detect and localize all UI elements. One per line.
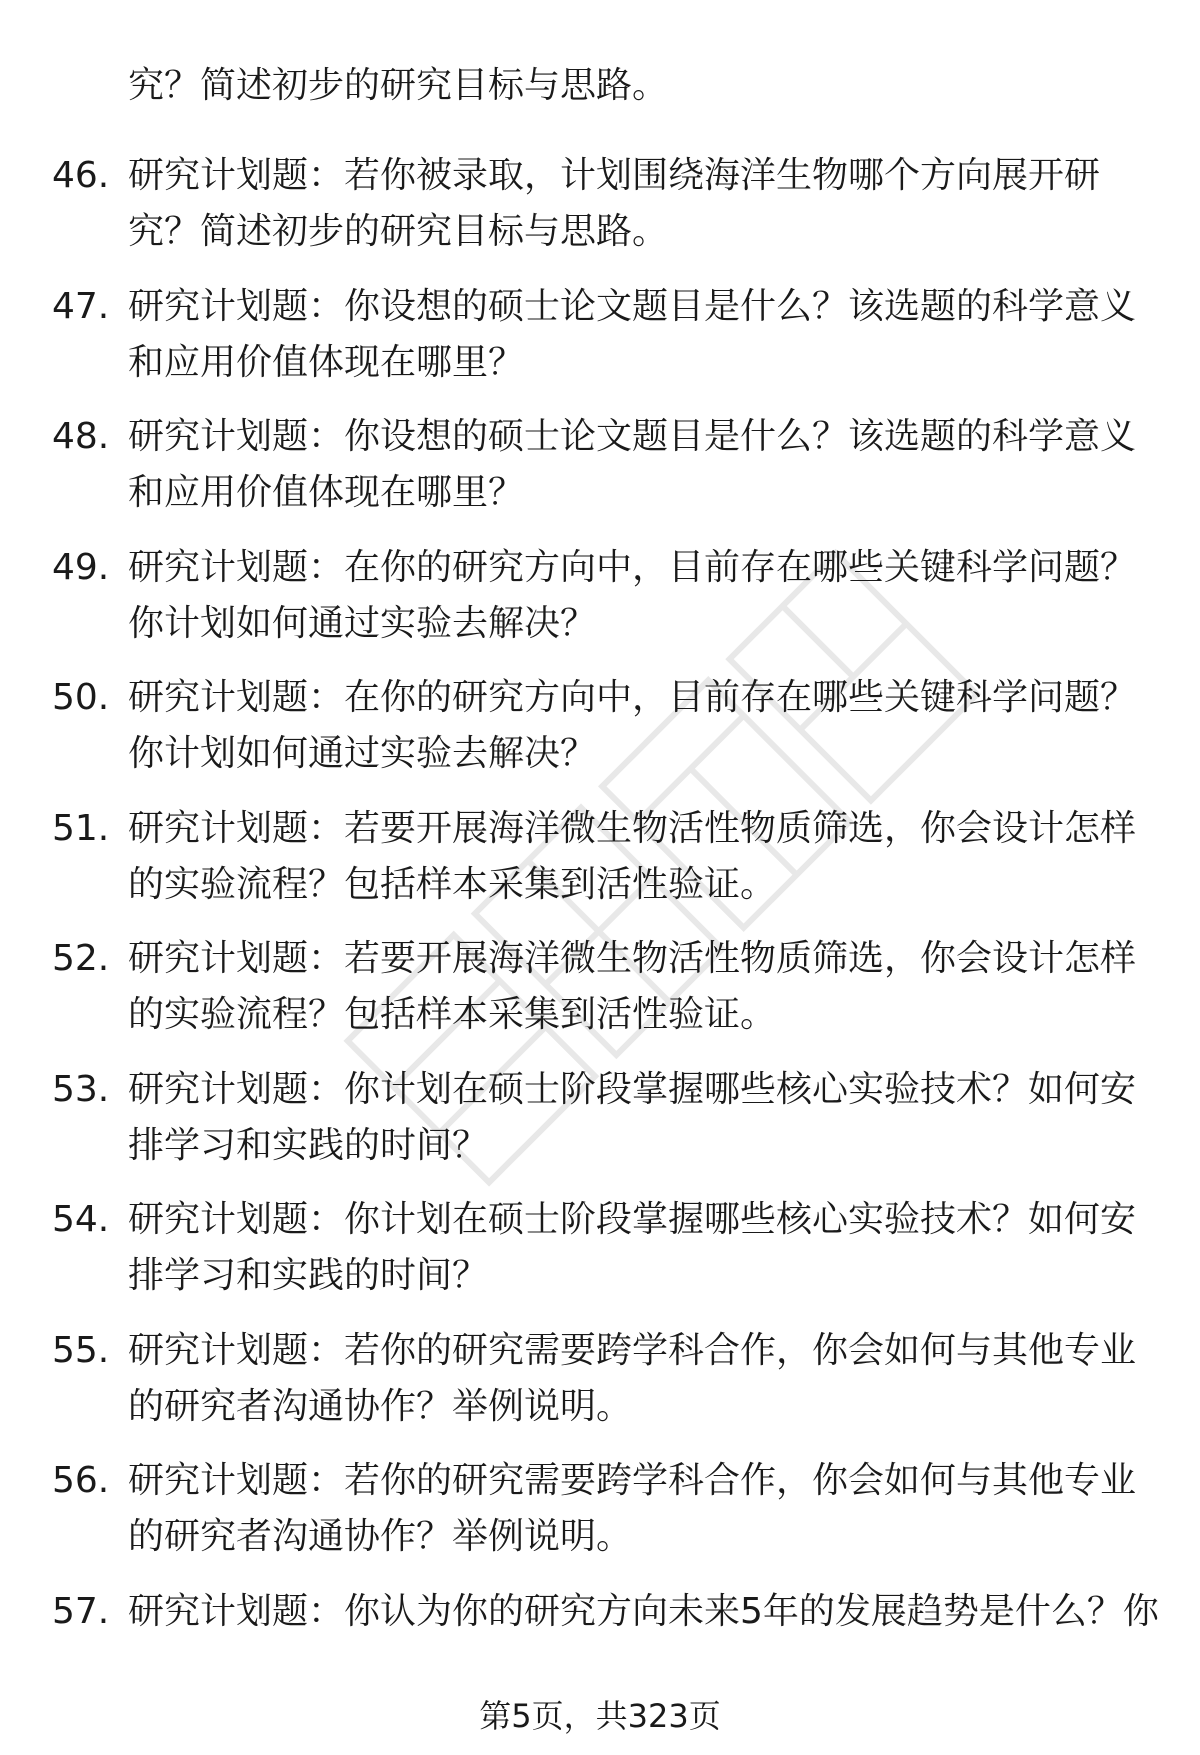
question-text-line: 你计划如何通过实验去解决？ <box>128 733 597 774</box>
question-text-line: 的实验流程？包括样本采集到活性验证。 <box>128 863 777 905</box>
question-item <box>0 1192 1200 1323</box>
question-number: 48. <box>52 416 110 457</box>
question-text-line: 研究计划题：若你的研究需要跨学科合作，你会如何与其他专业 <box>128 1460 1137 1501</box>
question-text-line: 研究计划题：若要开展海洋微生物活性物质筛选，你会设计怎样 <box>128 807 1137 849</box>
question-item <box>0 409 1200 540</box>
question-text-line: 研究计划题：若你被录取，计划围绕海洋生物哪个方向展开研 <box>128 155 1101 196</box>
question-number: 49. <box>52 546 110 588</box>
question-number: 55. <box>52 1329 110 1371</box>
question-list <box>0 148 1200 1714</box>
question-item <box>0 148 1200 279</box>
question-number: 52. <box>52 938 110 979</box>
question-number: 57. <box>52 1590 110 1632</box>
continued-question-text: 究？简述初步的研究目标与思路。 <box>128 65 669 106</box>
question-number: 46. <box>52 155 110 196</box>
question-text-line: 排学习和实践的时间？ <box>128 1255 489 1296</box>
question-text-line: 的实验流程？包括样本采集到活性验证。 <box>128 994 777 1035</box>
question-text-line: 和应用价值体现在哪里？ <box>128 341 525 383</box>
question-text-line: 研究计划题：若你的研究需要跨学科合作，你会如何与其他专业 <box>128 1329 1137 1371</box>
question-text-line: 排学习和实践的时间？ <box>128 1124 489 1166</box>
question-number: 50. <box>52 677 110 718</box>
question-text-line: 研究计划题：你设想的硕士论文题目是什么？该选题的科学意义 <box>128 416 1137 457</box>
question-number: 54. <box>52 1199 110 1240</box>
question-text-line: 研究计划题：你设想的硕士论文题目是什么？该选题的科学意义 <box>128 285 1137 327</box>
question-text-line: 研究计划题：你计划在硕士阶段掌握哪些核心实验技术？如何安 <box>128 1068 1137 1110</box>
question-text-line: 和应用价值体现在哪里？ <box>128 472 525 513</box>
question-number: 51. <box>52 807 110 849</box>
question-text-line: 研究计划题：若要开展海洋微生物活性物质筛选，你会设计怎样 <box>128 938 1137 979</box>
question-item <box>0 279 1200 410</box>
question-text-line: 的研究者沟通协作？举例说明。 <box>128 1385 633 1427</box>
question-number: 47. <box>52 285 110 327</box>
question-text-line: 究？简述初步的研究目标与思路。 <box>128 211 669 252</box>
question-text-line: 研究计划题：你认为你的研究方向未来5年的发展趋势是什么？你 <box>128 1590 1159 1632</box>
question-item <box>0 931 1200 1062</box>
question-text-line: 的研究者沟通协作？举例说明。 <box>128 1516 633 1557</box>
question-item <box>0 1062 1200 1193</box>
page-footer: 第5页，共323页 <box>479 1697 721 1735</box>
question-text-line: 研究计划题：在你的研究方向中，目前存在哪些关键科学问题？ <box>128 677 1137 718</box>
question-item <box>0 540 1200 671</box>
question-item <box>0 1323 1200 1454</box>
question-item <box>0 1453 1200 1584</box>
question-text-line: 研究计划题：你计划在硕士阶段掌握哪些核心实验技术？如何安 <box>128 1199 1137 1240</box>
question-item <box>0 801 1200 932</box>
question-text-line: 研究计划题：在你的研究方向中，目前存在哪些关键科学问题？ <box>128 546 1137 588</box>
question-text-line: 你计划如何通过实验去解决？ <box>128 602 597 644</box>
question-number: 56. <box>52 1460 110 1501</box>
question-number: 53. <box>52 1068 110 1110</box>
question-item <box>0 670 1200 801</box>
